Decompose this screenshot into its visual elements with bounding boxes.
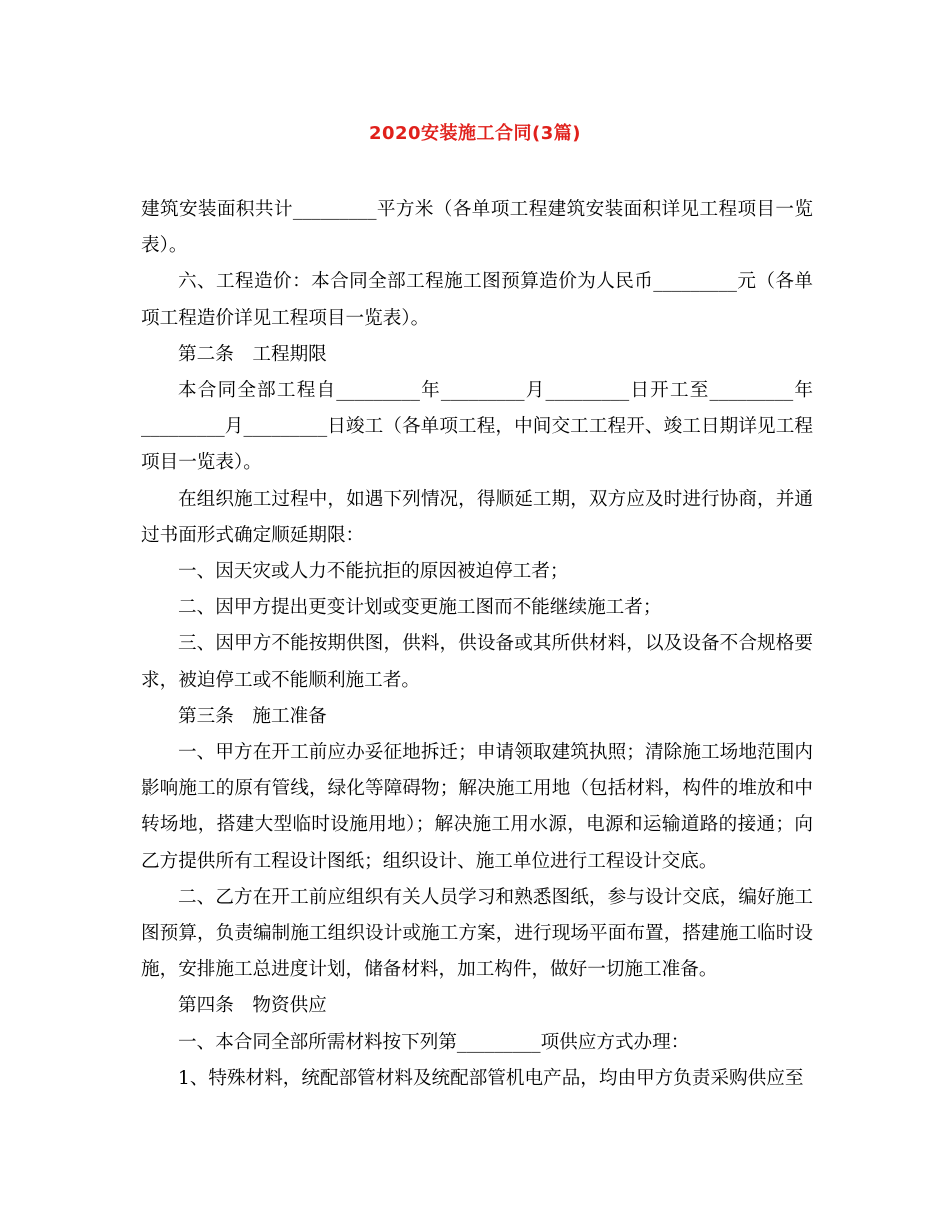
paragraph-party-a-prep: 一、甲方在开工前应办妥征地拆迁；申请领取建筑执照；清除施工场地范围内影响施工的原有管线，绿化等障碍物；解决施工用地（包括材料，构件的堆放和中转场地，搭建大型临时设施用地）；解决施工用水源，电源和运输道路的接通；向乙方提供所有工程设计图纸；组织设计、施工单位进行工程设计交底。 — [141, 742, 813, 872]
paragraph-schedule: 本合同全部工程自_________年_________月_________日开工至_________年_________月_________日竣工（各单项工程，中间交工工程开、竣工日期详见工程项目一览表）。 — [141, 380, 813, 474]
article-heading-4: 第四条 物资供应 — [178, 995, 327, 1017]
paragraph-supply-method: 一、本合同全部所需材料按下列第_________项供应方式办理： — [178, 1031, 690, 1053]
paragraph-extension: 在组织施工过程中，如遇下列情况，得顺延工期，双方应及时进行协商，并通过书面形式确定顺延期限： — [141, 488, 813, 546]
paragraph-special-materials: 1、特殊材料，统配部管材料及统配部管机电产品，均由甲方负责采购供应至 — [178, 1067, 804, 1089]
paragraph-cost: 六、工程造价：本合同全部工程施工图预算造价为人民币_________元（各单项工程造价详见工程项目一览表）。 — [141, 271, 813, 329]
list-item-1: 一、因天灾或人力不能抗拒的原因被迫停工者； — [178, 561, 569, 583]
paragraph-area: 建筑安装面积共计_________平方米（各单项工程建筑安装面积详见工程项目一览表）。 — [141, 199, 813, 257]
paragraph-party-b-prep: 二、乙方在开工前应组织有关人员学习和熟悉图纸，参与设计交底，编好施工图预算，负责编制施工组织设计或施工方案，进行现场平面布置，搭建施工临时设施，安排施工总进度计划，储备材料，加工构件，做好一切施工准备。 — [141, 886, 813, 981]
list-item-2: 二、因甲方提出更变计划或变更施工图而不能继续施工者； — [178, 597, 662, 619]
list-item-3: 三、因甲方不能按期供图，供料，供设备或其所供材料，以及设备不合规格要求，被迫停工或不能顺利施工者。 — [141, 633, 813, 691]
article-heading-2: 第二条 工程期限 — [178, 343, 327, 365]
document-title: 2020安装施工合同(3篇) — [368, 123, 582, 144]
article-heading-3: 第三条 施工准备 — [178, 705, 327, 727]
document-body — [141, 192, 813, 1097]
